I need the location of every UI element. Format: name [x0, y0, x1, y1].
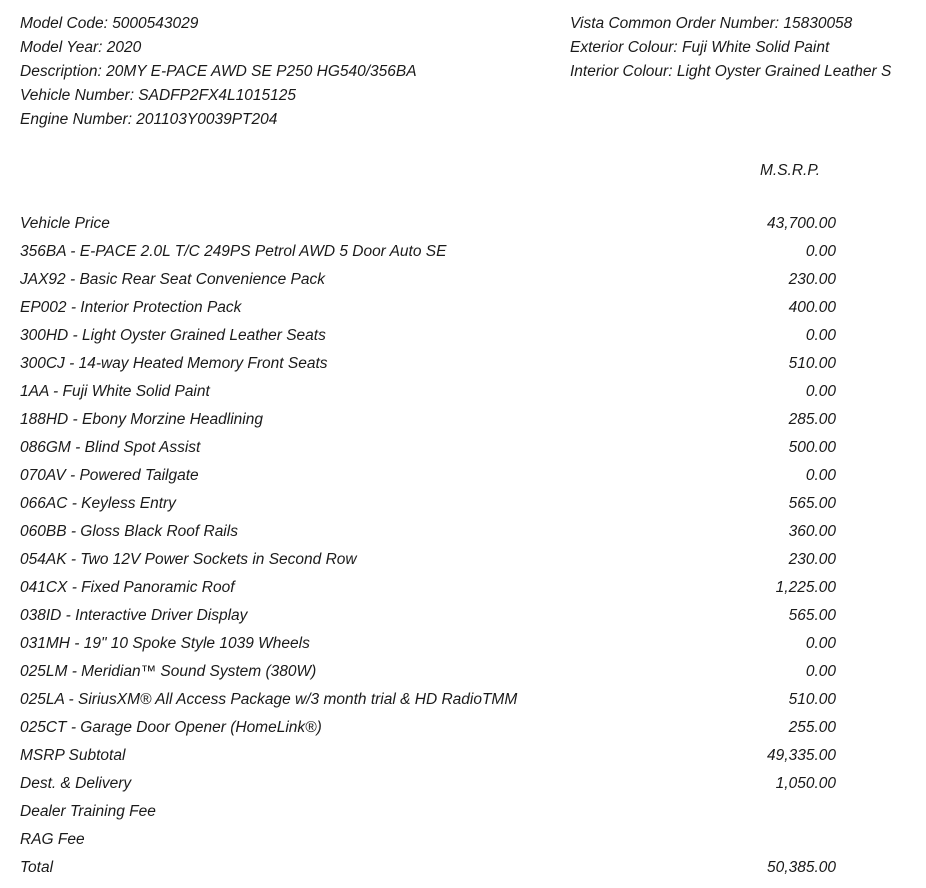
line-item: [20, 658, 836, 686]
vehicle-info-left: [20, 12, 540, 132]
line-item-amount: 565.00: [788, 495, 836, 512]
line-item-description: 300CJ - 14-way Heated Memory Front Seats: [20, 355, 328, 372]
line-item: [20, 406, 836, 434]
line-item-description: 070AV - Powered Tailgate: [20, 467, 199, 484]
interior-colour: Interior Colour: Light Oyster Grained Leather S: [570, 63, 892, 80]
line-item-description: 054AK - Two 12V Power Sockets in Second Row: [20, 551, 357, 568]
line-item: [20, 602, 836, 630]
line-item-description: Dealer Training Fee: [20, 803, 156, 820]
line-item: [20, 462, 836, 490]
line-item-description: 188HD - Ebony Morzine Headlining: [20, 411, 263, 428]
line-item: [20, 210, 836, 238]
line-item-description: 025LA - SiriusXM® All Access Package w/3 month trial & HD RadioTMM: [20, 691, 518, 708]
line-item-description: 086GM - Blind Spot Assist: [20, 439, 201, 456]
model-code: Model Code: 5000543029: [20, 15, 199, 32]
line-item-amount: 0.00: [805, 467, 836, 484]
line-item: [20, 574, 836, 602]
line-item-description: 066AC - Keyless Entry: [20, 495, 176, 512]
vehicle-number: Vehicle Number: SADFP2FX4L1015125: [20, 87, 296, 104]
line-item-description: JAX92 - Basic Rear Seat Convenience Pack: [20, 271, 325, 288]
line-item-description: 300HD - Light Oyster Grained Leather Seats: [20, 327, 326, 344]
line-item-description: Total: [20, 859, 54, 876]
line-item-description: 041CX - Fixed Panoramic Roof: [20, 579, 235, 596]
line-item-description: 060BB - Gloss Black Roof Rails: [20, 523, 238, 540]
line-item-amount: 230.00: [788, 271, 836, 288]
line-item: [20, 714, 836, 742]
line-item-amount: 230.00: [788, 551, 836, 568]
line-item-amount: 510.00: [788, 355, 836, 372]
line-item: [20, 518, 836, 546]
line-item: [20, 770, 836, 798]
line-item: [20, 490, 836, 518]
line-item: [20, 378, 836, 406]
line-item-amount: 360.00: [788, 523, 836, 540]
line-item-description: RAG Fee: [20, 831, 85, 848]
line-item: [20, 686, 836, 714]
line-item-description: Vehicle Price: [20, 215, 110, 232]
line-item: [20, 294, 836, 322]
line-item-amount: 565.00: [788, 607, 836, 624]
description: Description: 20MY E-PACE AWD SE P250 HG540/356BA: [20, 63, 417, 80]
line-item-amount: 510.00: [788, 691, 836, 708]
line-item-amount: 0.00: [805, 243, 836, 260]
line-item-amount: 49,335.00: [767, 747, 836, 764]
line-item-description: 1AA - Fuji White Solid Paint: [20, 383, 210, 400]
line-item-description: 025LM - Meridian™ Sound System (380W): [20, 663, 317, 680]
line-item-amount: 43,700.00: [767, 215, 836, 232]
price-line-items: [20, 210, 836, 882]
line-item-amount: 0.00: [805, 663, 836, 680]
line-item-amount: 50,385.00: [767, 859, 836, 876]
line-item-amount: 400.00: [788, 299, 836, 316]
line-item: [20, 826, 836, 854]
line-item: [20, 322, 836, 350]
engine-number: Engine Number: 201103Y0039PT204: [20, 111, 278, 128]
line-item-amount: 0.00: [805, 383, 836, 400]
line-item-amount: 255.00: [788, 719, 836, 736]
line-item-description: 025CT - Garage Door Opener (HomeLink®): [20, 719, 322, 736]
line-item-description: EP002 - Interior Protection Pack: [20, 299, 242, 316]
line-item-description: 356BA - E-PACE 2.0L T/C 249PS Petrol AWD 5 Door Auto SE: [20, 243, 447, 260]
msrp-column-header: M.S.R.P.: [760, 162, 821, 179]
line-item: [20, 238, 836, 266]
line-item-amount: 0.00: [805, 635, 836, 652]
line-item-amount: 500.00: [788, 439, 836, 456]
line-item-description: 038ID - Interactive Driver Display: [20, 607, 248, 624]
order-number: Vista Common Order Number: 15830058: [570, 15, 853, 32]
line-item-amount: 285.00: [788, 411, 836, 428]
line-item: [20, 546, 836, 574]
line-item-amount: 0.00: [805, 327, 836, 344]
line-item-amount: 1,225.00: [775, 579, 836, 596]
line-item-amount: 1,050.00: [775, 775, 836, 792]
vehicle-info-right: [570, 12, 920, 84]
line-item-description: 031MH - 19" 10 Spoke Style 1039 Wheels: [20, 635, 310, 652]
line-item: [20, 350, 836, 378]
line-item: [20, 742, 836, 770]
line-item: [20, 798, 836, 826]
line-item: [20, 434, 836, 462]
line-item-description: Dest. & Delivery: [20, 775, 132, 792]
line-item: [20, 630, 836, 658]
line-item: [20, 266, 836, 294]
line-item: [20, 854, 836, 882]
line-item-description: MSRP Subtotal: [20, 747, 126, 764]
exterior-colour: Exterior Colour: Fuji White Solid Paint: [570, 39, 830, 56]
model-year: Model Year: 2020: [20, 39, 142, 56]
